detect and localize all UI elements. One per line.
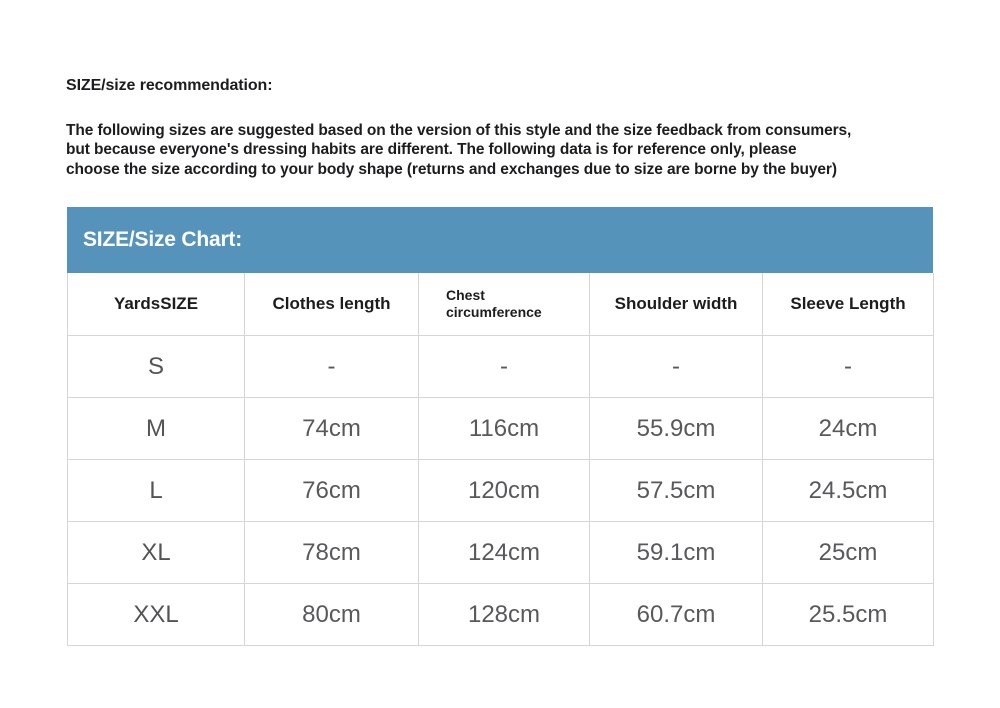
- cell-shoulder-width: -: [590, 336, 763, 398]
- table-row-xl: [68, 522, 934, 584]
- cell-size: S: [68, 336, 245, 398]
- cell-sleeve-length: 25cm: [763, 522, 934, 584]
- cell-clothes-length: 74cm: [245, 398, 419, 460]
- column-header-clothes-length: Clothes length: [245, 273, 419, 336]
- table-row-l: [68, 460, 934, 522]
- cell-chest-circumference: -: [419, 336, 590, 398]
- cell-clothes-length: -: [245, 336, 419, 398]
- cell-chest-circumference: 116cm: [419, 398, 590, 460]
- paragraph-line-3: choose the size according to your body shape (returns and exchanges due to size are borne by the buyer): [66, 160, 837, 178]
- cell-sleeve-length: 24.5cm: [763, 460, 934, 522]
- size-recommendation-heading: SIZE/size recommendation:: [66, 77, 273, 94]
- cell-size: XXL: [68, 584, 245, 646]
- cell-chest-circumference: 124cm: [419, 522, 590, 584]
- table-header-row: [68, 273, 934, 336]
- column-header-yards-size: YardsSIZE: [68, 273, 245, 336]
- column-header-shoulder-width: Shoulder width: [590, 273, 763, 336]
- cell-shoulder-width: 57.5cm: [590, 460, 763, 522]
- table-row-xxl: [68, 584, 934, 646]
- column-header-chest-circumference: [419, 273, 590, 336]
- paragraph-line-1: The following sizes are suggested based on the version of this style and the size feedback from consumers,: [66, 122, 852, 139]
- cell-sleeve-length: 24cm: [763, 398, 934, 460]
- cell-clothes-length: 80cm: [245, 584, 419, 646]
- cell-size: L: [68, 460, 245, 522]
- cell-size: XL: [68, 522, 245, 584]
- size-recommendation-paragraph: [66, 121, 946, 179]
- cell-sleeve-length: 25.5cm: [763, 584, 934, 646]
- size-chart-banner: [67, 207, 933, 273]
- table-row-s: [68, 336, 934, 398]
- cell-size: M: [68, 398, 245, 460]
- table-row-m: [68, 398, 934, 460]
- cell-shoulder-width: 60.7cm: [590, 584, 763, 646]
- cell-chest-circumference: 128cm: [419, 584, 590, 646]
- cell-clothes-length: 78cm: [245, 522, 419, 584]
- paragraph-line-2: but because everyone's dressing habits are different. The following data is for reference only, please: [66, 141, 797, 159]
- size-chart-table: [67, 273, 934, 646]
- cell-shoulder-width: 55.9cm: [590, 398, 763, 460]
- chest-circumference-label: Chest circumference: [446, 287, 542, 320]
- cell-clothes-length: 76cm: [245, 460, 419, 522]
- cell-chest-circumference: 120cm: [419, 460, 590, 522]
- cell-shoulder-width: 59.1cm: [590, 522, 763, 584]
- column-header-sleeve-length: Sleeve Length: [763, 273, 934, 336]
- cell-sleeve-length: -: [763, 336, 934, 398]
- size-chart-title: SIZE/Size Chart:: [83, 228, 242, 251]
